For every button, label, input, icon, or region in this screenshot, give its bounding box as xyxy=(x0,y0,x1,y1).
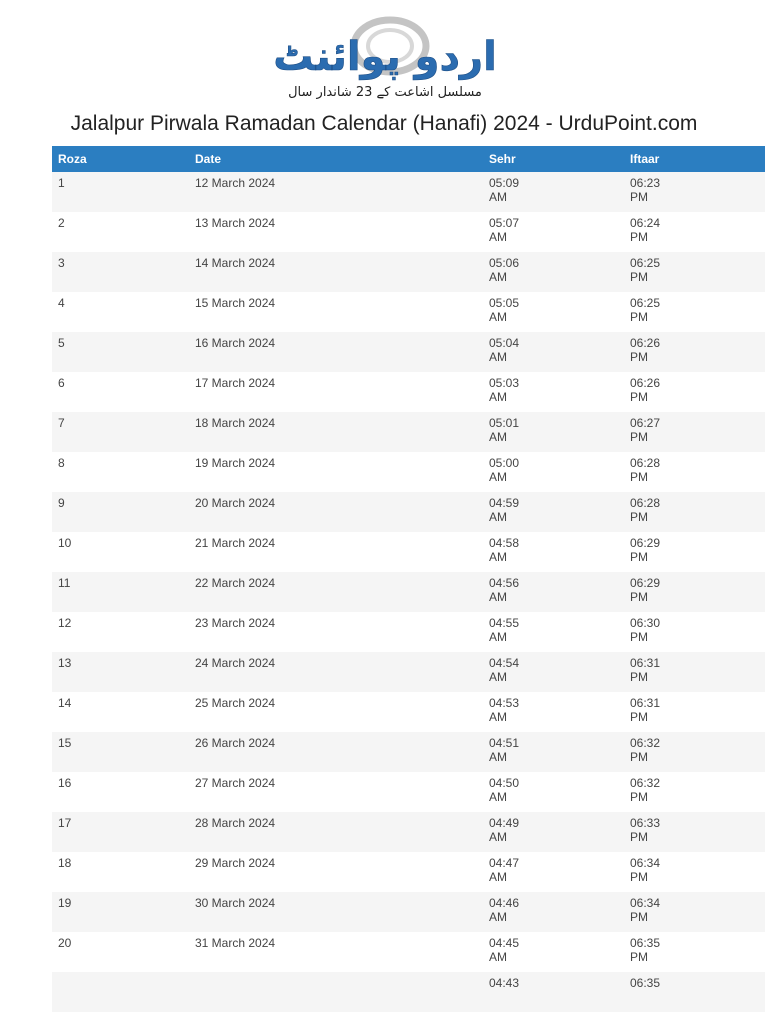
sehr-period: AM xyxy=(489,470,507,484)
iftaar-time-cell xyxy=(624,652,765,692)
iftaar-time: 06:34 xyxy=(630,896,661,910)
date-cell: 19 March 2024 xyxy=(189,452,483,492)
sehr-time-cell xyxy=(483,932,624,972)
table-row xyxy=(52,932,765,972)
ramadan-calendar-table xyxy=(52,146,765,1012)
iftaar-period: PM xyxy=(630,430,648,444)
iftaar-period: PM xyxy=(630,910,648,924)
sehr-time: 05:07 xyxy=(489,216,520,230)
sehr-period: AM xyxy=(489,230,507,244)
date-cell: 14 March 2024 xyxy=(189,252,483,292)
date-cell: 23 March 2024 xyxy=(189,612,483,652)
date-cell: 17 March 2024 xyxy=(189,372,483,412)
sehr-time-cell xyxy=(483,172,624,212)
sehr-time: 05:09 xyxy=(489,176,520,190)
sehr-time-cell xyxy=(483,732,624,772)
table-row xyxy=(52,372,765,412)
table-row xyxy=(52,772,765,812)
sehr-time: 05:05 xyxy=(489,296,520,310)
sehr-period: AM xyxy=(489,190,507,204)
iftaar-time: 06:31 xyxy=(630,696,661,710)
sehr-time: 05:01 xyxy=(489,416,520,430)
iftaar-time: 06:34 xyxy=(630,856,661,870)
iftaar-time-cell xyxy=(624,372,765,412)
iftaar-time-cell xyxy=(624,732,765,772)
sehr-time: 04:49 xyxy=(489,816,520,830)
iftaar-time-cell xyxy=(624,212,765,252)
sehr-time: 04:43 xyxy=(489,976,520,990)
iftaar-period: PM xyxy=(630,190,648,204)
iftaar-period: PM xyxy=(630,950,648,964)
iftaar-period: PM xyxy=(630,470,648,484)
sehr-time: 05:04 xyxy=(489,336,520,350)
roza-cell: 9 xyxy=(52,492,189,532)
column-header-iftaar: Iftaar xyxy=(624,146,765,172)
sehr-time-cell xyxy=(483,492,624,532)
roza-cell: 10 xyxy=(52,532,189,572)
date-cell: 22 March 2024 xyxy=(189,572,483,612)
sehr-time-cell xyxy=(483,572,624,612)
iftaar-time: 06:35 xyxy=(630,976,661,990)
iftaar-time-cell xyxy=(624,172,765,212)
iftaar-period: PM xyxy=(630,630,648,644)
table-row xyxy=(52,332,765,372)
sehr-time: 05:03 xyxy=(489,376,520,390)
sehr-time: 04:45 xyxy=(489,936,520,950)
sehr-time-cell xyxy=(483,452,624,492)
table-header-row xyxy=(52,146,765,172)
sehr-time-cell xyxy=(483,212,624,252)
iftaar-time: 06:28 xyxy=(630,456,661,470)
sehr-period: AM xyxy=(489,270,507,284)
sehr-period: AM xyxy=(489,630,507,644)
roza-cell xyxy=(52,972,189,1012)
table-row xyxy=(52,812,765,852)
sehr-period: AM xyxy=(489,430,507,444)
sehr-period: AM xyxy=(489,390,507,404)
date-cell: 20 March 2024 xyxy=(189,492,483,532)
table-row xyxy=(52,572,765,612)
date-cell: 28 March 2024 xyxy=(189,812,483,852)
iftaar-period: PM xyxy=(630,750,648,764)
iftaar-time: 06:28 xyxy=(630,496,661,510)
page-title: Jalalpur Pirwala Ramadan Calendar (Hanafi) 2024 - UrduPoint.com xyxy=(70,112,698,135)
iftaar-period: PM xyxy=(630,830,648,844)
roza-cell: 11 xyxy=(52,572,189,612)
iftaar-time-cell xyxy=(624,812,765,852)
iftaar-time-cell xyxy=(624,572,765,612)
roza-cell: 1 xyxy=(52,172,189,212)
sehr-time: 04:53 xyxy=(489,696,520,710)
iftaar-time-cell xyxy=(624,612,765,652)
date-cell: 26 March 2024 xyxy=(189,732,483,772)
roza-cell: 2 xyxy=(52,212,189,252)
iftaar-time: 06:32 xyxy=(630,736,661,750)
sehr-time: 04:58 xyxy=(489,536,520,550)
sehr-period: AM xyxy=(489,550,507,564)
iftaar-time-cell xyxy=(624,452,765,492)
iftaar-period: PM xyxy=(630,390,648,404)
sehr-period: AM xyxy=(489,590,507,604)
sehr-time: 04:55 xyxy=(489,616,520,630)
sehr-time: 04:59 xyxy=(489,496,520,510)
iftaar-time: 06:35 xyxy=(630,936,661,950)
sehr-period: AM xyxy=(489,670,507,684)
iftaar-period: PM xyxy=(630,590,648,604)
iftaar-period: PM xyxy=(630,230,648,244)
sehr-period: AM xyxy=(489,710,507,724)
sehr-period: AM xyxy=(489,830,507,844)
sehr-period: AM xyxy=(489,910,507,924)
date-cell: 18 March 2024 xyxy=(189,412,483,452)
sehr-time-cell xyxy=(483,252,624,292)
iftaar-time: 06:30 xyxy=(630,616,661,630)
iftaar-period: PM xyxy=(630,870,648,884)
sehr-time: 04:54 xyxy=(489,656,520,670)
urdupoint-logo[interactable] xyxy=(273,8,497,103)
column-header-date: Date xyxy=(189,146,483,172)
date-cell: 12 March 2024 xyxy=(189,172,483,212)
roza-cell: 13 xyxy=(52,652,189,692)
roza-cell: 7 xyxy=(52,412,189,452)
table-row xyxy=(52,972,765,1012)
iftaar-time: 06:26 xyxy=(630,336,661,350)
sehr-period: AM xyxy=(489,750,507,764)
table-row xyxy=(52,292,765,332)
sehr-time: 04:51 xyxy=(489,736,520,750)
roza-cell: 4 xyxy=(52,292,189,332)
table-row xyxy=(52,692,765,732)
table-row xyxy=(52,852,765,892)
sehr-time: 04:56 xyxy=(489,576,520,590)
roza-cell: 18 xyxy=(52,852,189,892)
urdupoint-logo-icon xyxy=(273,8,497,103)
iftaar-time: 06:23 xyxy=(630,176,661,190)
iftaar-time: 06:26 xyxy=(630,376,661,390)
roza-cell: 16 xyxy=(52,772,189,812)
iftaar-time-cell xyxy=(624,692,765,732)
sehr-period: AM xyxy=(489,790,507,804)
sehr-time-cell xyxy=(483,892,624,932)
iftaar-period: PM xyxy=(630,790,648,804)
roza-cell: 8 xyxy=(52,452,189,492)
date-cell: 31 March 2024 xyxy=(189,932,483,972)
logo-tagline: مسلسل اشاعت کے 23 شاندار سال xyxy=(288,85,482,100)
logo-wordmark: اردو پوائنٹ xyxy=(273,34,497,80)
sehr-time-cell xyxy=(483,332,624,372)
iftaar-time: 06:29 xyxy=(630,536,661,550)
iftaar-time-cell xyxy=(624,932,765,972)
sehr-time: 05:00 xyxy=(489,456,520,470)
roza-cell: 14 xyxy=(52,692,189,732)
sehr-time-cell xyxy=(483,612,624,652)
iftaar-period: PM xyxy=(630,510,648,524)
iftaar-time: 06:32 xyxy=(630,776,661,790)
iftaar-period: PM xyxy=(630,310,648,324)
table-row xyxy=(52,732,765,772)
column-header-roza: Roza xyxy=(52,146,189,172)
sehr-time-cell xyxy=(483,772,624,812)
date-cell: 15 March 2024 xyxy=(189,292,483,332)
sehr-period: AM xyxy=(489,350,507,364)
table-row xyxy=(52,652,765,692)
iftaar-time-cell xyxy=(624,412,765,452)
table-row xyxy=(52,252,765,292)
sehr-time: 04:50 xyxy=(489,776,520,790)
table-body xyxy=(52,172,765,1012)
roza-cell: 6 xyxy=(52,372,189,412)
ramadan-calendar-table-wrap xyxy=(52,146,717,1012)
iftaar-time-cell xyxy=(624,852,765,892)
date-cell: 24 March 2024 xyxy=(189,652,483,692)
iftaar-period: PM xyxy=(630,710,648,724)
iftaar-time-cell xyxy=(624,492,765,532)
date-cell: 13 March 2024 xyxy=(189,212,483,252)
table-row xyxy=(52,612,765,652)
iftaar-time: 06:31 xyxy=(630,656,661,670)
roza-cell: 19 xyxy=(52,892,189,932)
sehr-time-cell xyxy=(483,532,624,572)
table-row xyxy=(52,532,765,572)
sehr-period: AM xyxy=(489,870,507,884)
iftaar-period: PM xyxy=(630,550,648,564)
sehr-time-cell xyxy=(483,812,624,852)
iftaar-time-cell xyxy=(624,532,765,572)
sehr-period: AM xyxy=(489,310,507,324)
sehr-period: AM xyxy=(489,950,507,964)
date-cell: 25 March 2024 xyxy=(189,692,483,732)
iftaar-time: 06:27 xyxy=(630,416,661,430)
iftaar-time: 06:25 xyxy=(630,296,661,310)
iftaar-time: 06:29 xyxy=(630,576,661,590)
table-row xyxy=(52,892,765,932)
sehr-time-cell xyxy=(483,692,624,732)
date-cell: 16 March 2024 xyxy=(189,332,483,372)
table-row xyxy=(52,492,765,532)
sehr-period: AM xyxy=(489,510,507,524)
iftaar-time: 06:33 xyxy=(630,816,661,830)
sehr-time-cell xyxy=(483,852,624,892)
sehr-time-cell xyxy=(483,652,624,692)
column-header-sehr: Sehr xyxy=(483,146,624,172)
iftaar-time-cell xyxy=(624,972,765,1012)
sehr-time-cell xyxy=(483,372,624,412)
iftaar-time-cell xyxy=(624,892,765,932)
iftaar-time-cell xyxy=(624,252,765,292)
sehr-time-cell xyxy=(483,292,624,332)
roza-cell: 20 xyxy=(52,932,189,972)
roza-cell: 17 xyxy=(52,812,189,852)
roza-cell: 15 xyxy=(52,732,189,772)
iftaar-time-cell xyxy=(624,332,765,372)
date-cell: 27 March 2024 xyxy=(189,772,483,812)
sehr-time-cell xyxy=(483,972,624,1012)
roza-cell: 12 xyxy=(52,612,189,652)
iftaar-time-cell xyxy=(624,292,765,332)
iftaar-period: PM xyxy=(630,670,648,684)
sehr-time: 04:46 xyxy=(489,896,520,910)
iftaar-time: 06:25 xyxy=(630,256,661,270)
table-row xyxy=(52,412,765,452)
iftaar-time-cell xyxy=(624,772,765,812)
date-cell: 21 March 2024 xyxy=(189,532,483,572)
table-row xyxy=(52,452,765,492)
date-cell xyxy=(189,972,483,1012)
sehr-time: 04:47 xyxy=(489,856,520,870)
iftaar-time: 06:24 xyxy=(630,216,661,230)
sehr-time-cell xyxy=(483,412,624,452)
roza-cell: 3 xyxy=(52,252,189,292)
table-row xyxy=(52,212,765,252)
sehr-time: 05:06 xyxy=(489,256,520,270)
date-cell: 29 March 2024 xyxy=(189,852,483,892)
iftaar-period: PM xyxy=(630,350,648,364)
roza-cell: 5 xyxy=(52,332,189,372)
table-row xyxy=(52,172,765,212)
date-cell: 30 March 2024 xyxy=(189,892,483,932)
iftaar-period: PM xyxy=(630,270,648,284)
